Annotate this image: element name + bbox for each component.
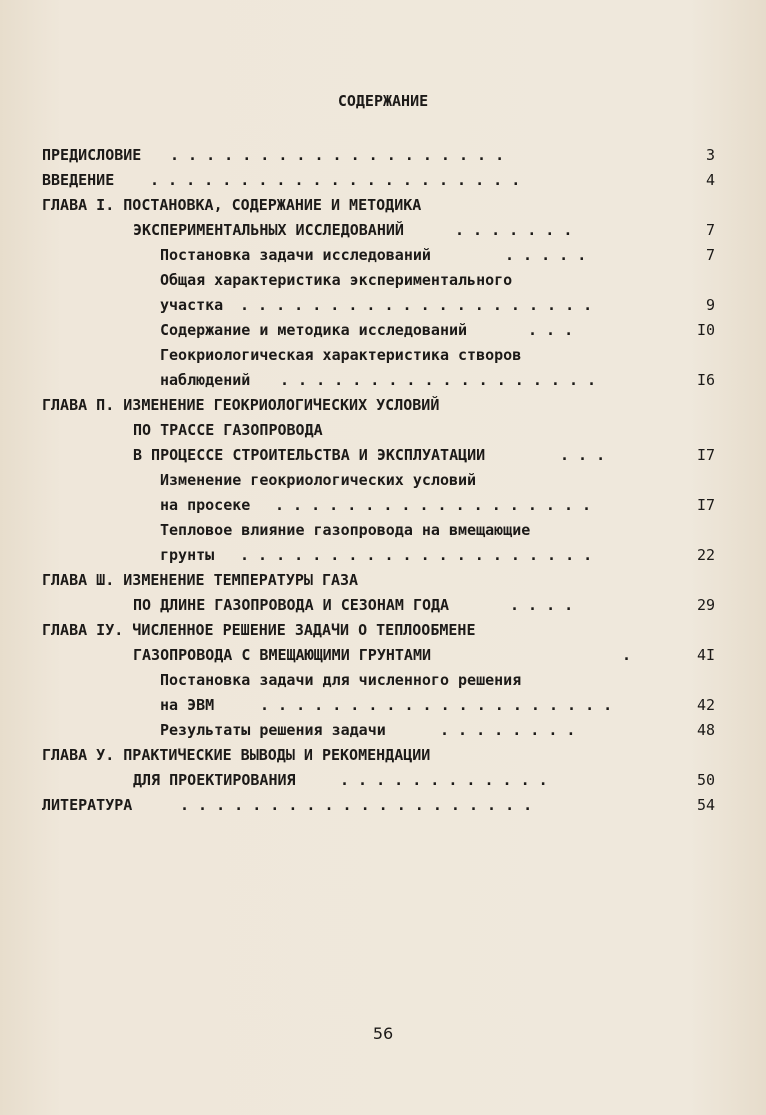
- toc-page-number: 9: [705, 296, 715, 314]
- toc-entry: [42, 193, 715, 217]
- toc-leader-dots: . . . . . . . . . . . . . . . . . . . .: [180, 796, 533, 814]
- toc-entry-title: Тепловое влияние газопровода на вмещающие: [160, 521, 531, 539]
- toc-entry: [160, 668, 715, 692]
- toc-page-number: 48: [696, 721, 715, 739]
- toc-entry: [160, 268, 715, 292]
- toc-entry-title: ВВЕДЕНИЕ: [42, 171, 115, 189]
- toc-page-number: I0: [696, 321, 715, 339]
- toc-entry-title: Постановка задачи для численного решения: [160, 671, 522, 689]
- toc-leader-dots: . . . . . . . . . . . . . . . . . . .: [170, 146, 505, 164]
- toc-page-number: I6: [696, 371, 715, 389]
- toc-leader-dots: . . . . . . . . . . . .: [340, 771, 548, 789]
- toc-entry-title: ГЛАВА I. ПОСТАНОВКА, СОДЕРЖАНИЕ И МЕТОДИКА: [42, 196, 422, 214]
- toc-entry-title: ПРЕДИСЛОВИЕ: [42, 146, 142, 164]
- toc-entry-title: ГАЗОПРОВОДА С ВМЕЩАЮЩИМИ ГРУНТАМИ: [133, 646, 432, 664]
- toc-entry: [42, 568, 715, 592]
- toc-entry: [160, 693, 715, 717]
- toc-entry-title: ЛИТЕРАТУРА: [42, 796, 133, 814]
- toc-entry-title: ПО ТРАССЕ ГАЗОПРОВОДА: [133, 421, 323, 439]
- toc-entry-title: ДЛЯ ПРОЕКТИРОВАНИЯ: [133, 771, 296, 789]
- toc-leader-dots: .: [622, 646, 632, 664]
- toc-entry-title: ГЛАВА У. ПРАКТИЧЕСКИЕ ВЫВОДЫ И РЕКОМЕНДАЦИИ: [42, 746, 431, 764]
- toc-leader-dots: . . . . . . . . . . . . . . . . . . . .: [260, 696, 612, 714]
- toc-entry-title: Постановка задачи исследований: [160, 246, 431, 264]
- toc-page-number: 7: [705, 246, 715, 264]
- toc-entry-title: наблюдений: [160, 371, 251, 389]
- toc-entry: [160, 318, 715, 342]
- toc-page-number: 22: [696, 546, 715, 564]
- toc-leader-dots: . . . . . . . . . . . . . . . . . .: [275, 496, 592, 514]
- toc-entry-title: ПО ДЛИНЕ ГАЗОПРОВОДА И СЕЗОНАМ ГОДА: [133, 596, 450, 614]
- toc-page-number: I7: [696, 446, 715, 464]
- toc-entry: [160, 243, 715, 267]
- toc-entry: [42, 393, 715, 417]
- toc-page-number: 54: [696, 796, 715, 814]
- toc-entry-title: ЭКСПЕРИМЕНТАЛЬНЫХ ИССЛЕДОВАНИЙ: [133, 221, 404, 239]
- toc-page-number: 42: [696, 696, 715, 714]
- toc-leader-dots: . . . . . . .: [455, 221, 573, 239]
- toc-entry-title: участка: [160, 296, 224, 314]
- toc-entry-title: грунты: [160, 546, 215, 564]
- toc-entry: [160, 293, 715, 317]
- toc-entry-title: Общая характеристика экспериментального: [160, 271, 513, 289]
- toc-entry: [160, 468, 715, 492]
- toc-entry-title: В ПРОЦЕССЕ СТРОИТЕЛЬСТВА И ЭКСПЛУАТАЦИИ: [133, 446, 486, 464]
- toc-entry: [133, 218, 715, 242]
- toc-entry-title: ГЛАВА П. ИЗМЕНЕНИЕ ГЕОКРИОЛОГИЧЕСКИХ УСЛОВИЙ: [42, 396, 440, 414]
- toc-leader-dots: . . .: [528, 321, 574, 339]
- toc-entry: [133, 768, 715, 792]
- toc-leader-dots: . . . . . . . . . . . . . . . . . . . .: [240, 546, 593, 564]
- toc-page-number: 4: [705, 171, 715, 189]
- page-number: 56: [372, 1024, 394, 1043]
- toc-entry: [42, 793, 715, 817]
- toc-entry: [160, 368, 715, 392]
- toc-entry: [133, 593, 715, 617]
- toc-page-number: 7: [705, 221, 715, 239]
- toc-leader-dots: . . . . . . . . . . . . . . . . . . . .: [240, 296, 593, 314]
- toc-page-number: 29: [696, 596, 715, 614]
- toc-entry-title: Геокриологическая характеристика створов: [160, 346, 522, 364]
- toc-entry: [133, 418, 715, 442]
- toc-entry: [42, 618, 715, 642]
- page-title: СОДЕРЖАНИЕ: [337, 92, 429, 110]
- toc-entry: [160, 493, 715, 517]
- toc-leader-dots: . . . .: [510, 596, 574, 614]
- toc-leader-dots: . . . . . . . . . . . . . . . . . .: [280, 371, 597, 389]
- toc-entry: [160, 543, 715, 567]
- toc-entry: [42, 143, 715, 167]
- toc-page-number: I7: [696, 496, 715, 514]
- toc-leader-dots: . . . . .: [505, 246, 587, 264]
- toc-entry: [133, 443, 715, 467]
- toc-leader-dots: . . . . . . . .: [440, 721, 576, 739]
- toc-entry-title: ГЛАВА Ш. ИЗМЕНЕНИЕ ТЕМПЕРАТУРЫ ГАЗА: [42, 571, 359, 589]
- toc-page-number: 4I: [696, 646, 715, 664]
- toc-entry: [160, 518, 715, 542]
- toc-page-number: 3: [705, 146, 715, 164]
- toc-entry: [160, 718, 715, 742]
- toc-entry-title: ГЛАВА IУ. ЧИСЛЕННОЕ РЕШЕНИЕ ЗАДАЧИ О ТЕПЛООБМЕНЕ: [42, 621, 476, 639]
- toc-entry: [42, 168, 715, 192]
- toc-entry: [133, 643, 715, 667]
- toc-page-number: 50: [696, 771, 715, 789]
- toc-entry-title: Результаты решения задачи: [160, 721, 386, 739]
- toc-entry: [160, 343, 715, 367]
- toc-entry-title: Содержание и методика исследований: [160, 321, 468, 339]
- toc-entry-title: на просеке: [160, 496, 251, 514]
- toc-entry-title: Изменение геокриологических условий: [160, 471, 477, 489]
- toc-leader-dots: . . . . . . . . . . . . . . . . . . . . .: [150, 171, 521, 189]
- toc-entry-title: на ЭВМ: [160, 696, 215, 714]
- toc-entry: [42, 743, 715, 767]
- toc-leader-dots: . . .: [560, 446, 606, 464]
